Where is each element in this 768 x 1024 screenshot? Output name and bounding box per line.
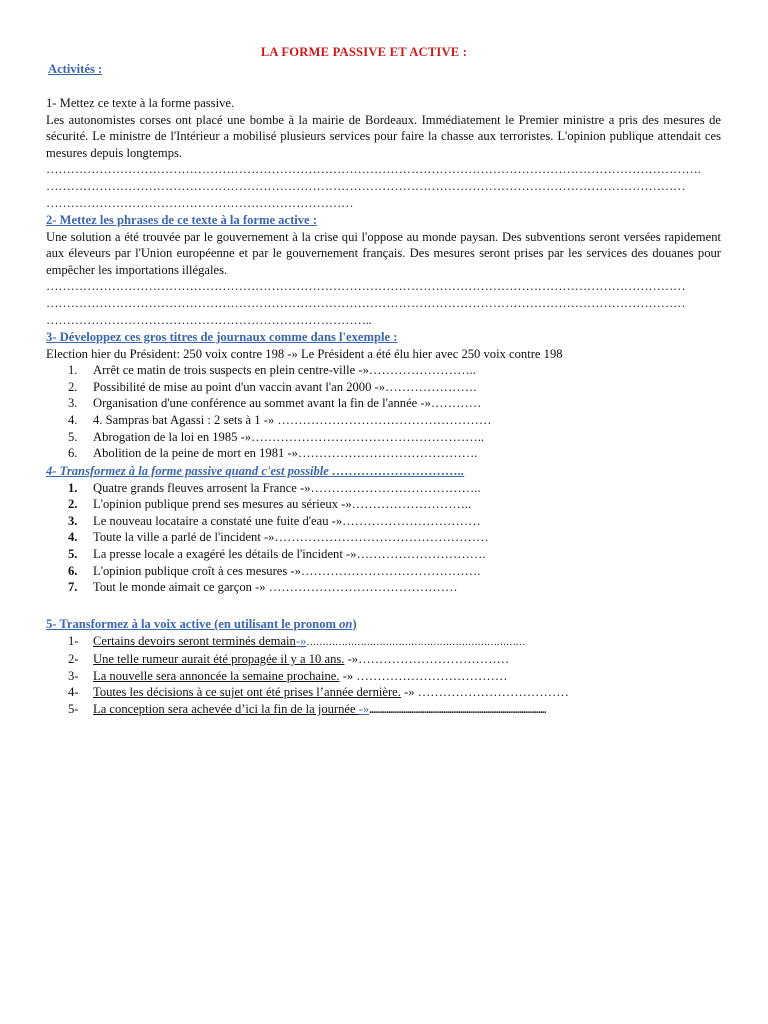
- list-item: [46, 480, 721, 497]
- item-number: 2.: [68, 497, 78, 512]
- section-5-heading-suffix: ): [352, 617, 357, 631]
- page-title: LA FORME PASSIVE ET ACTIVE :: [260, 45, 468, 59]
- section-5-heading-pronoun: on: [339, 617, 353, 631]
- item-text[interactable]: L'opinion publique prend ses mesures au sérieux -»………………………..: [93, 497, 472, 512]
- item-number: 5-: [68, 701, 79, 716]
- answer-line[interactable]: …………………………………………………………………………………………………………………………………………: [46, 295, 686, 310]
- item-number: 7.: [68, 580, 78, 595]
- list-item: [46, 633, 721, 652]
- section-4-list: [46, 480, 721, 596]
- item-text[interactable]: Tout le monde aimait ce garçon -» ………………………………………: [93, 580, 458, 595]
- section-3-heading: 3- Développez ces gros titres de journaux comme dans l'exemple :: [46, 330, 398, 344]
- section-4-heading: [46, 463, 721, 480]
- list-item: [46, 651, 721, 668]
- item-number: 5.: [68, 429, 78, 444]
- item-number: 3-: [68, 668, 79, 683]
- item-text[interactable]: Abolition de la peine de mort en 1981 -»…………………………………….: [93, 446, 478, 461]
- item-number: 3.: [68, 513, 78, 528]
- item-text[interactable]: Possibilité de mise au point d'un vaccin avant l'an 2000 -»………………….: [93, 379, 477, 394]
- section-4: [46, 463, 721, 596]
- section-4-heading-dots: …………………………..: [332, 464, 465, 478]
- section-5-heading: [46, 616, 721, 633]
- item-number: 6.: [68, 563, 78, 578]
- section-2: [46, 212, 721, 328]
- list-item: [46, 379, 721, 396]
- item-number: 1.: [68, 363, 78, 378]
- list-item: [46, 529, 721, 546]
- section-3: [46, 329, 721, 462]
- item-arrow: -»: [358, 701, 370, 716]
- item-number: 2.: [68, 379, 78, 394]
- item-text[interactable]: Quatre grands fleuves arrosent la France -»…………………………………..: [93, 480, 481, 495]
- list-item: [46, 668, 721, 685]
- item-arrow: -»: [344, 652, 359, 667]
- item-number: 1-: [68, 633, 79, 648]
- section-1-text: Les autonomistes corses ont placé une bombe à la mairie de Bordeaux. Immédiatement le Premier ministre a pris des mesures de sécurité. Le ministre de l'Intérieur a mobilisé plusieurs services pour faire la chasse aux terroristes. L'opinion publique attendait ces mesures depuis longtemps.: [46, 112, 721, 160]
- item-text[interactable]: 4. Sampras bat Agassi : 2 sets à 1 -» ……………………………………………: [93, 412, 492, 427]
- answer-line[interactable]: …………………………………………………………………: [46, 195, 354, 210]
- item-text: Une telle rumeur aurait été propagée il y a 10 ans.: [93, 652, 345, 667]
- item-arrow: -»: [400, 685, 415, 700]
- list-item: [46, 684, 721, 701]
- answer-line[interactable]: ………………………………: [414, 685, 569, 700]
- section-3-list: [46, 362, 721, 462]
- item-number: 5.: [68, 546, 78, 561]
- item-arrow: -»: [339, 668, 354, 683]
- item-text[interactable]: Abrogation de la loi en 1985 -»………………………………………………..: [93, 429, 485, 444]
- item-text[interactable]: La presse locale a exagéré les détails de l'incident -»………………………….: [93, 546, 486, 561]
- section-2-heading: 2- Mettez les phrases de ce texte à la forme active :: [46, 213, 317, 227]
- list-item: [46, 701, 721, 720]
- item-text[interactable]: Le nouveau locataire a constaté une fuite d'eau -»……………………………: [93, 513, 481, 528]
- item-number: 4.: [68, 412, 78, 427]
- item-text[interactable]: L'opinion publique croît à ces mesures -»…………………………………….: [93, 563, 481, 578]
- section-1-heading: 1- Mettez ce texte à la forme passive.: [46, 96, 235, 110]
- list-item: [46, 445, 721, 462]
- item-number: 4.: [68, 530, 78, 545]
- list-item: [46, 412, 721, 429]
- item-text[interactable]: Toute la ville a parlé de l'incident -»……………………………………………: [93, 530, 489, 545]
- item-number: 1.: [68, 480, 78, 495]
- item-number: 6.: [68, 446, 78, 461]
- list-item: [46, 496, 721, 513]
- list-item: [46, 362, 721, 379]
- item-number: 4-: [68, 685, 79, 700]
- list-item: [46, 546, 721, 563]
- item-arrow: -»: [295, 633, 307, 648]
- list-item: [46, 563, 721, 580]
- answer-line[interactable]: …………………………………………………………………………………………………………………………………………….: [46, 162, 701, 177]
- list-item: [46, 429, 721, 446]
- answer-line[interactable]: ……………………………………………………………………..: [46, 312, 372, 327]
- answer-line[interactable]: …………………………………………………………………………………………………………………………………………: [46, 178, 686, 193]
- section-4-heading-text: 4- Transformez à la forme passive quand c'est possible: [46, 464, 329, 478]
- activities-heading: Activités :: [48, 62, 103, 76]
- section-1: [46, 95, 721, 211]
- section-5-list: [46, 633, 721, 720]
- item-text: La conception sera achevée d’ici la fin de la journée: [93, 701, 359, 716]
- list-item: [46, 395, 721, 412]
- item-number: 3.: [68, 396, 78, 411]
- answer-line[interactable]: ……………………………………………………………: [306, 636, 525, 648]
- answer-line[interactable]: …………………………………………………………………………………………………………………………………………: [46, 279, 686, 294]
- section-3-example: Election hier du Président: 250 voix contre 198 -» Le Président a été élu hier avec 250 voix contre 198: [46, 346, 563, 361]
- section-2-text: Une solution a été trouvée par le gouvernement à la crise qui l'oppose au monde paysan. Des subventions seront versées rapidement aux éleveurs par l'Union européenne et par le gouvernement français. Des mesures seront prises par les services des douanes pour empêcher les importations illégales.: [46, 229, 721, 277]
- item-text: Toutes les décisions à ce sujet ont été prises l’année dernière.: [93, 685, 401, 700]
- answer-line[interactable]: ………………………………: [358, 652, 510, 667]
- item-number: 2-: [68, 652, 79, 667]
- list-item: [46, 513, 721, 530]
- item-text[interactable]: Organisation d'une conférence au sommet avant la fin de l'année -»…………: [93, 396, 482, 411]
- answer-line[interactable]: ………………………………: [353, 668, 508, 683]
- list-item: [46, 579, 721, 596]
- item-text: Certains devoirs seront terminés demain: [93, 633, 296, 648]
- answer-line[interactable]: .............................................................................................: [369, 704, 546, 716]
- section-5: [46, 616, 721, 720]
- item-text: La nouvelle sera annoncée la semaine prochaine.: [93, 668, 340, 683]
- item-text[interactable]: Arrêt ce matin de trois suspects en plein centre-ville -»……………………..: [93, 363, 476, 378]
- section-5-heading-prefix: 5- Transformez à la voix active (en utilisant le pronom: [46, 617, 340, 631]
